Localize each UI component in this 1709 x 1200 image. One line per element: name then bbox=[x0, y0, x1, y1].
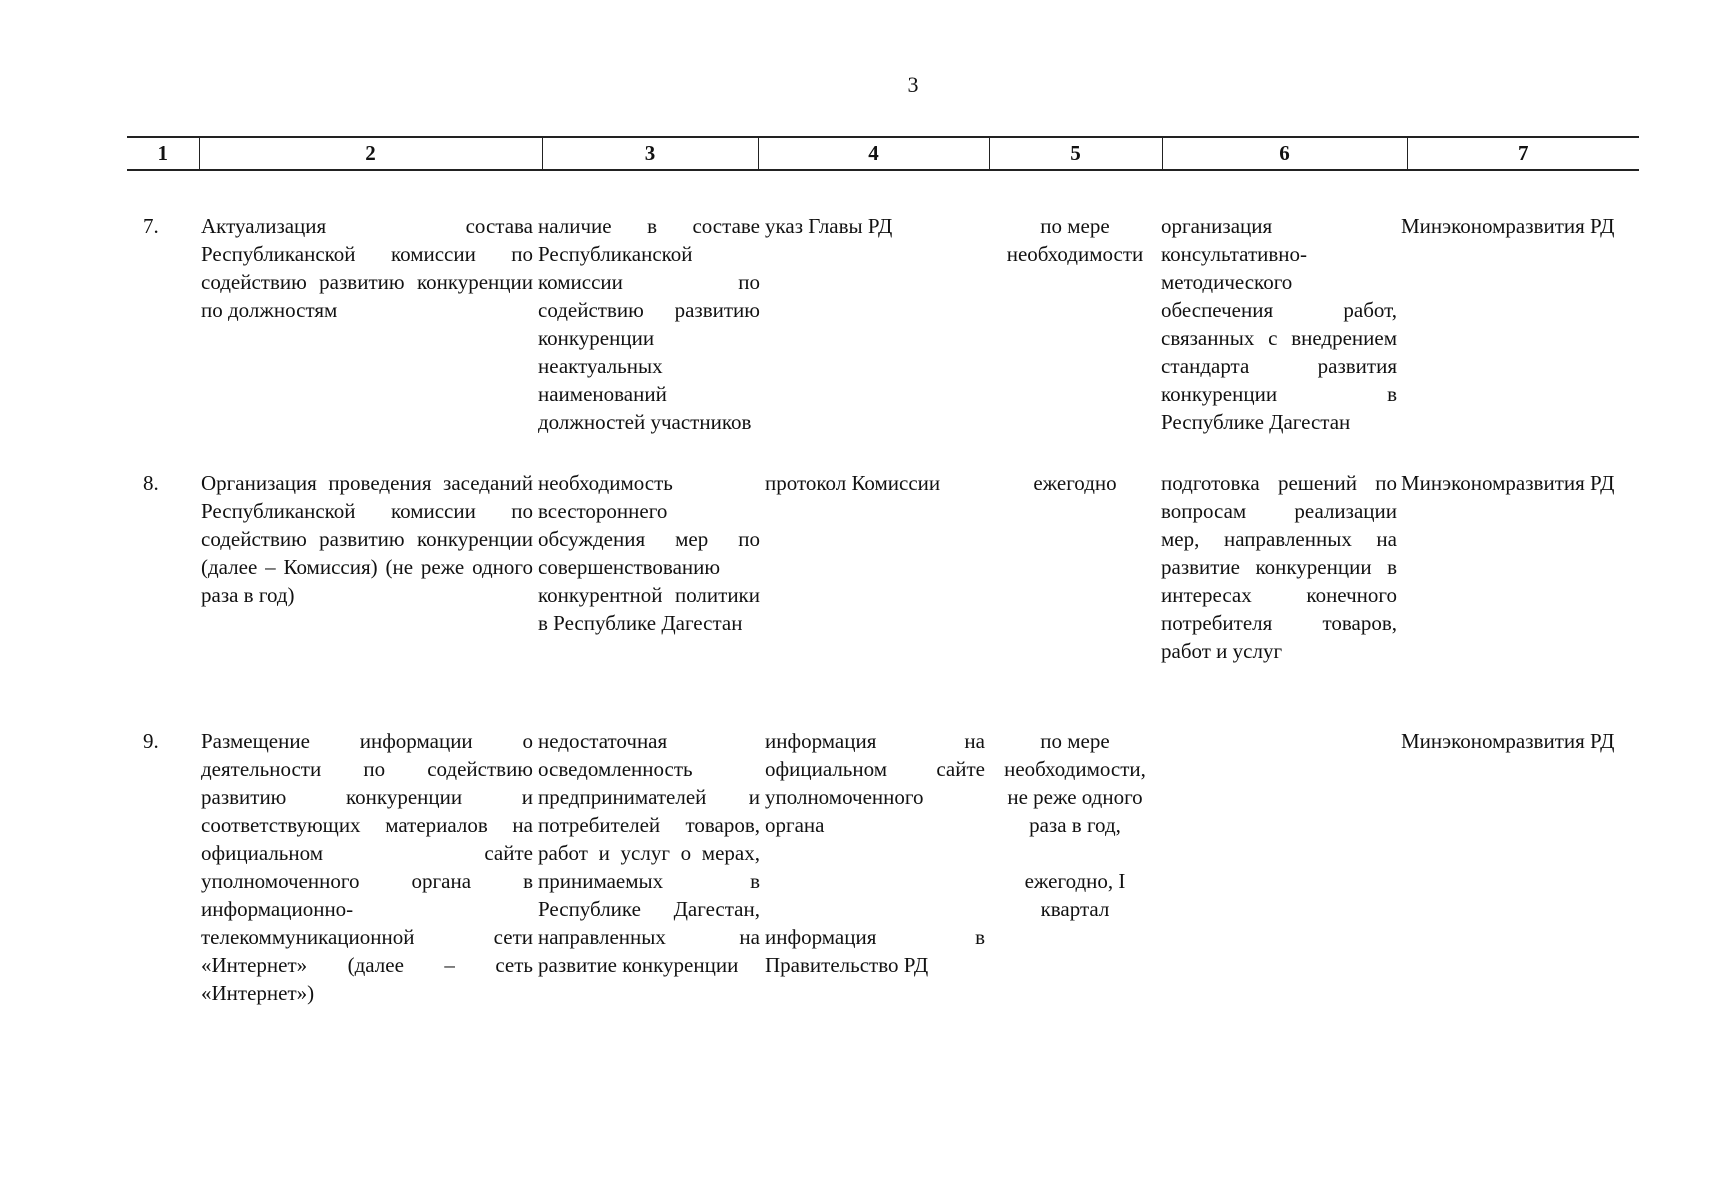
document-cell-secondary: информация в Правительство РД bbox=[765, 925, 985, 977]
table-row bbox=[127, 469, 1657, 727]
column-number-header bbox=[127, 136, 1639, 171]
responsible-cell: Минэкономразвития РД bbox=[1401, 214, 1615, 238]
reason-cell: наличие в составе Республиканской комиссии по содействию развитию конкуренции неактуальных наименований должностей участников bbox=[538, 214, 760, 434]
deadline-group bbox=[995, 727, 1155, 923]
deadline-cell: по мере необходимости bbox=[1006, 214, 1144, 266]
document-cell: протокол Комиссии bbox=[765, 471, 941, 495]
reason-cell: недостаточная осведомленность предпринимателей и потребителей товаров, работ и услуг о мерах, принимаемых в Республике Дагестан, направленных на развитие конкуренции bbox=[538, 729, 760, 977]
responsible-cell: Минэкономразвития РД bbox=[1401, 729, 1615, 753]
row-number: 8. bbox=[143, 471, 159, 495]
result-cell: организация консультативно-методического обеспечения работ, связанных с внедрением стандарта развития конкуренции в Республике Дагестан bbox=[1161, 214, 1397, 434]
header-col-7: 7 bbox=[1407, 137, 1639, 170]
deadline-cell-secondary: ежегодно, I квартал bbox=[1024, 869, 1126, 921]
header-row bbox=[127, 137, 1639, 170]
header-col-5: 5 bbox=[989, 137, 1162, 170]
table-body bbox=[127, 212, 1657, 1007]
document-cell: указ Главы РД bbox=[765, 214, 893, 238]
deadline-cell: по мере необходимости, не реже одного раза в год, bbox=[1004, 729, 1146, 837]
header-col-6: 6 bbox=[1162, 137, 1407, 170]
document-group bbox=[765, 727, 985, 979]
header-col-1: 1 bbox=[127, 137, 199, 170]
row-number: 7. bbox=[143, 214, 159, 238]
document-cell: информация на официальном сайте уполномоченного органа bbox=[765, 729, 985, 837]
responsible-cell: Минэкономразвития РД bbox=[1401, 471, 1615, 495]
event-cell: Организация проведения заседаний Республиканской комиссии по содействию развитию конкуренции (далее – Комиссия) (не реже одного раза в год) bbox=[201, 471, 533, 607]
header-col-4: 4 bbox=[758, 137, 989, 170]
table-row bbox=[127, 727, 1657, 1007]
event-cell: Размещение информации о деятельности по содействию развитию конкуренции и соответствующих материалов на официальном сайте уполномоченного органа в информационно-телекоммуникационной сети «Интернет» (далее – сеть «Интернет») bbox=[201, 729, 533, 1005]
header-col-2: 2 bbox=[199, 137, 542, 170]
header-col-3: 3 bbox=[542, 137, 758, 170]
table-row bbox=[127, 212, 1657, 469]
reason-cell: необходимость всестороннего обсуждения мер по совершенствованию конкурентной политики в Республике Дагестан bbox=[538, 471, 760, 635]
page-number: 3 bbox=[907, 72, 919, 97]
event-cell: Актуализация состава Республиканской комиссии по содействию развитию конкуренции по должностям bbox=[201, 214, 533, 322]
deadline-cell: ежегодно bbox=[1033, 471, 1117, 495]
row-number: 9. bbox=[143, 729, 159, 753]
result-cell: подготовка решений по вопросам реализации мер, направленных на развитие конкуренции в интересах конечного потребителя товаров, работ и услуг bbox=[1161, 471, 1397, 663]
